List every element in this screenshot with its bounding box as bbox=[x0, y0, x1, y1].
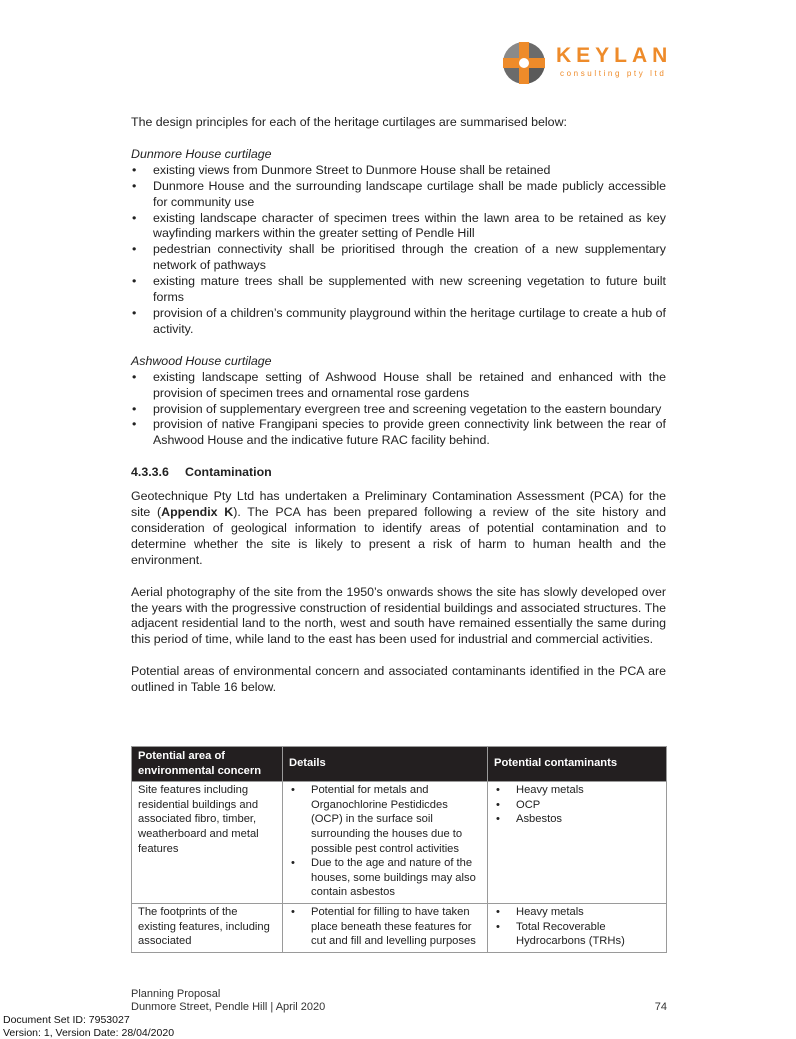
table-row bbox=[132, 903, 667, 952]
list-item: • OCP bbox=[494, 798, 660, 813]
list-item: • Dunmore House and the surrounding landscape curtilage shall be made publicly accessible for community use bbox=[131, 179, 666, 211]
table-cell bbox=[283, 903, 488, 952]
paragraph-aerial: Aerial photography of the site from the 1950’s onwards shows the site has slowly developed over the years with the progressive construction of residential buildings and associated structures. The adjacent residential land to the north, west and south have remained essentially the same during this period of time, while land to the east has been used for industrial and commercial activities. bbox=[131, 585, 666, 649]
table-cell bbox=[488, 903, 667, 952]
page-number: 74 bbox=[655, 1001, 667, 1014]
page-body bbox=[131, 115, 666, 712]
section-heading bbox=[131, 465, 666, 481]
list-item: • provision of native Frangipani species to provide green connectivity link between the rear of Ashwood House and the indicative future RAC facility behind. bbox=[131, 417, 666, 449]
column-header: Potential area of environmental concern bbox=[132, 747, 283, 782]
document-version: Version: 1, Version Date: 28/04/2020 bbox=[3, 1027, 174, 1039]
list-item: • pedestrian connectivity shall be prioritised through the creation of a new supplementary network of pathways bbox=[131, 242, 666, 274]
table-cell bbox=[283, 782, 488, 904]
list-item: • existing landscape setting of Ashwood House shall be retained and enhanced with the provision of specimen trees and ornamental rose gardens bbox=[131, 370, 666, 402]
list-item: • existing views from Dunmore Street to Dunmore House shall be retained bbox=[131, 163, 666, 179]
list-item: • Asbestos bbox=[494, 812, 660, 827]
section-number: 4.3.3.6 bbox=[131, 465, 185, 481]
table-cell: Site features including residential buildings and associated fibro, timber, weatherboard and metal features bbox=[132, 782, 283, 904]
section-title: Contamination bbox=[185, 465, 272, 479]
list-item: • existing mature trees shall be supplemented with new screening vegetation to future built forms bbox=[131, 274, 666, 306]
list-item: • Heavy metals bbox=[494, 783, 660, 798]
keylan-logo-icon bbox=[502, 41, 546, 85]
ashwood-heading: Ashwood House curtilage bbox=[131, 354, 666, 370]
column-header: Potential contaminants bbox=[488, 747, 667, 782]
intro-text: The design principles for each of the heritage curtilages are summarised below: bbox=[131, 115, 666, 131]
keylan-logo bbox=[502, 40, 672, 86]
list-item: • Heavy metals bbox=[494, 905, 660, 920]
appendix-reference: Appendix K bbox=[161, 505, 233, 519]
ashwood-list bbox=[131, 370, 666, 450]
footer-subtitle: Dunmore Street, Pendle Hill | April 2020 bbox=[131, 1001, 667, 1014]
table-row bbox=[132, 782, 667, 904]
list-item: • Total Recoverable Hydrocarbons (TRHs) bbox=[494, 920, 660, 949]
dunmore-heading: Dunmore House curtilage bbox=[131, 147, 666, 163]
list-item: • existing landscape character of specimen trees within the lawn area to be retained as key wayfinding markers within the greater setting of Pendle Hill bbox=[131, 211, 666, 243]
logo-name: KEYLAN bbox=[556, 44, 672, 68]
list-item: • Potential for metals and Organochlorine Pestidicdes (OCP) in the surface soil surrounding the houses due to possible pest control activities bbox=[289, 783, 481, 856]
paragraph-text: Geotechnique Pty Ltd has undertaken a Preliminary Contamination Assessment (PCA) for the site ( bbox=[131, 489, 666, 519]
list-item: • Due to the age and nature of the houses, some buildings may also contain asbestos bbox=[289, 856, 481, 900]
list-item: • provision of supplementary evergreen tree and screening vegetation to the eastern boundary bbox=[131, 402, 666, 418]
document-info bbox=[3, 1014, 174, 1039]
contamination-table bbox=[131, 746, 667, 953]
dunmore-list bbox=[131, 163, 666, 338]
table-cell: The footprints of the existing features, including associated bbox=[132, 903, 283, 952]
logo-subtitle: consulting pty ltd bbox=[560, 69, 666, 78]
page-footer bbox=[131, 988, 667, 1014]
footer-title: Planning Proposal bbox=[131, 988, 667, 1001]
document-set-id: Document Set ID: 7953027 bbox=[3, 1014, 174, 1027]
paragraph-table-intro: Potential areas of environmental concern and associated contaminants identified in the PCA are outlined in Table 16 below. bbox=[131, 664, 666, 696]
paragraph-text: ). The PCA has been prepared following a review of the site history and consideration of geological information to identify areas of potential contamination and to determine whether the site is likely to present a risk of harm to human health and the environment. bbox=[131, 505, 666, 567]
table-cell bbox=[488, 782, 667, 904]
paragraph-pca bbox=[131, 489, 666, 569]
list-item: • provision of a children’s community playground within the heritage curtilage to create a hub of activity. bbox=[131, 306, 666, 338]
list-item: • Potential for filling to have taken place beneath these features for cut and fill and levelling purposes bbox=[289, 905, 481, 949]
column-header: Details bbox=[283, 747, 488, 782]
table-header-row bbox=[132, 747, 667, 782]
